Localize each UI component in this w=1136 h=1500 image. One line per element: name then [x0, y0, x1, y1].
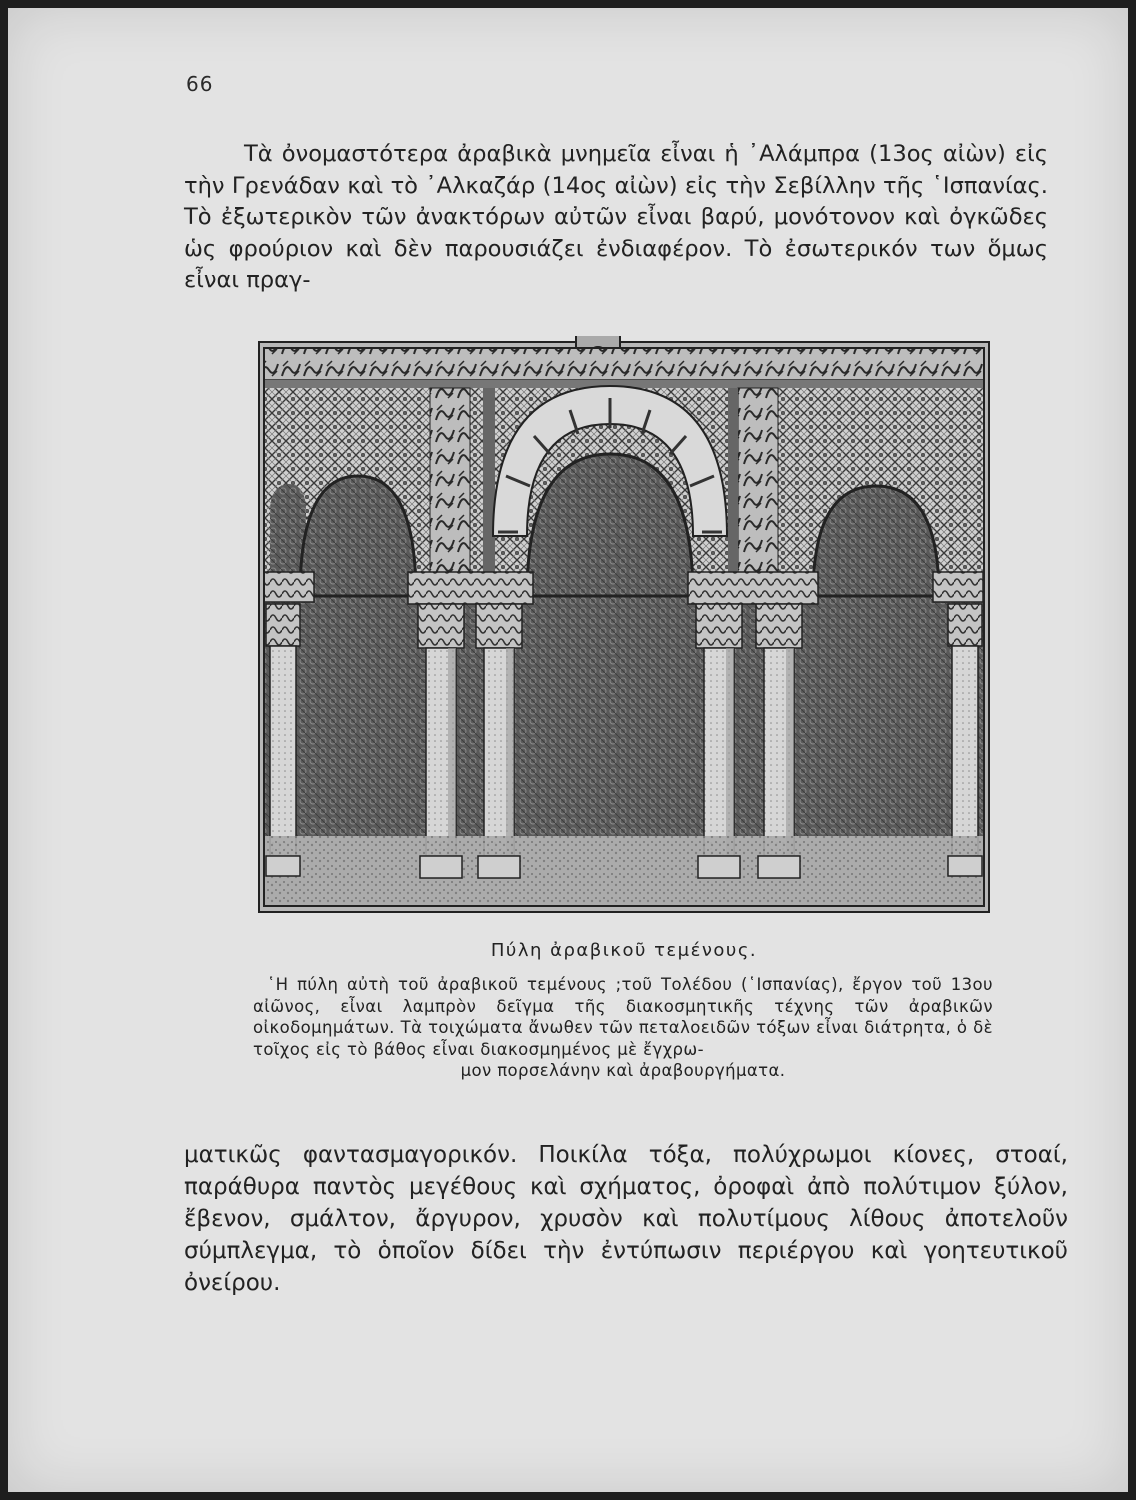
caption-body: ῾Η πύλη αὐτὴ τοῦ ἀραβικοῦ τεμένους ;τοῦ Τολέδου (῾Ισπανίας), ἔργον τοῦ 13ου αἰῶνος, εἶναι λαμπρὸν δεῖγμα τῆς διακοσμητικῆς τέχνης τῶν ἀραβικῶν οἰκοδομημάτων. Τὰ τοιχώματα ἄνωθεν τῶν πεταλοειδῶν τόξων εἶναι διάτρητα, ὁ δὲ τοῖχος εἰς τὸ βάθος εἶναι διακοσμημένος μὲ ἔγχρω- [253, 975, 993, 1059]
figure-caption-title: Πύλη ἀραβικοῦ τεμένους. [490, 940, 758, 961]
caption-last-line: μον πορσελάνην καὶ ἀραβουργήματα. [460, 1061, 786, 1080]
paragraph-bottom: ματικῶς φαντασμαγορικόν. Ποικίλα τόξα, πολύχρωμοι κίονες, στοαί, παράθυρα παντὸς μεγέθους καὶ σχήματος, ὀροφαὶ ἀπὸ πολύτιμον ξύλον, ἔβενον, σμάλτον, ἄργυρον, χρυσὸν καὶ πολυτίμους λίθους ἀποτελοῦν σύμπλεγμα, τὸ ὁποῖον δίδει τὴν ἐντύπωσιν περιέργου καὶ γοητευτικοῦ ὀνείρου. [184, 1142, 1068, 1296]
page-number: 66 [186, 72, 214, 96]
book-page [8, 8, 1128, 1492]
figure-caption-text [253, 974, 993, 1082]
mosque-gate-illustration [258, 336, 990, 913]
paragraph-top: Τὰ ὀνομαστότερα ἀραβικὰ μνημεῖα εἶναι ἡ ᾿Αλάμπρα (13ος αἰὼν) εἰς τὴν Γρενάδαν καὶ τὸ ᾿Αλκαζάρ (14ος αἰὼν) εἰς τὴν Σεβίλλην τῆς ῾Ισπανίας. Τὸ ἐξωτερικὸν τῶν ἀνακτόρων αὐτῶν εἶναι βαρύ, μονότονον καὶ ὀγκῶδες ὡς φρούριον καὶ δὲν παρουσιάζει ἐνδιαφέρον. Τὸ ἐσωτερικόν των ὅμως εἶναι πραγ- [184, 141, 1048, 293]
